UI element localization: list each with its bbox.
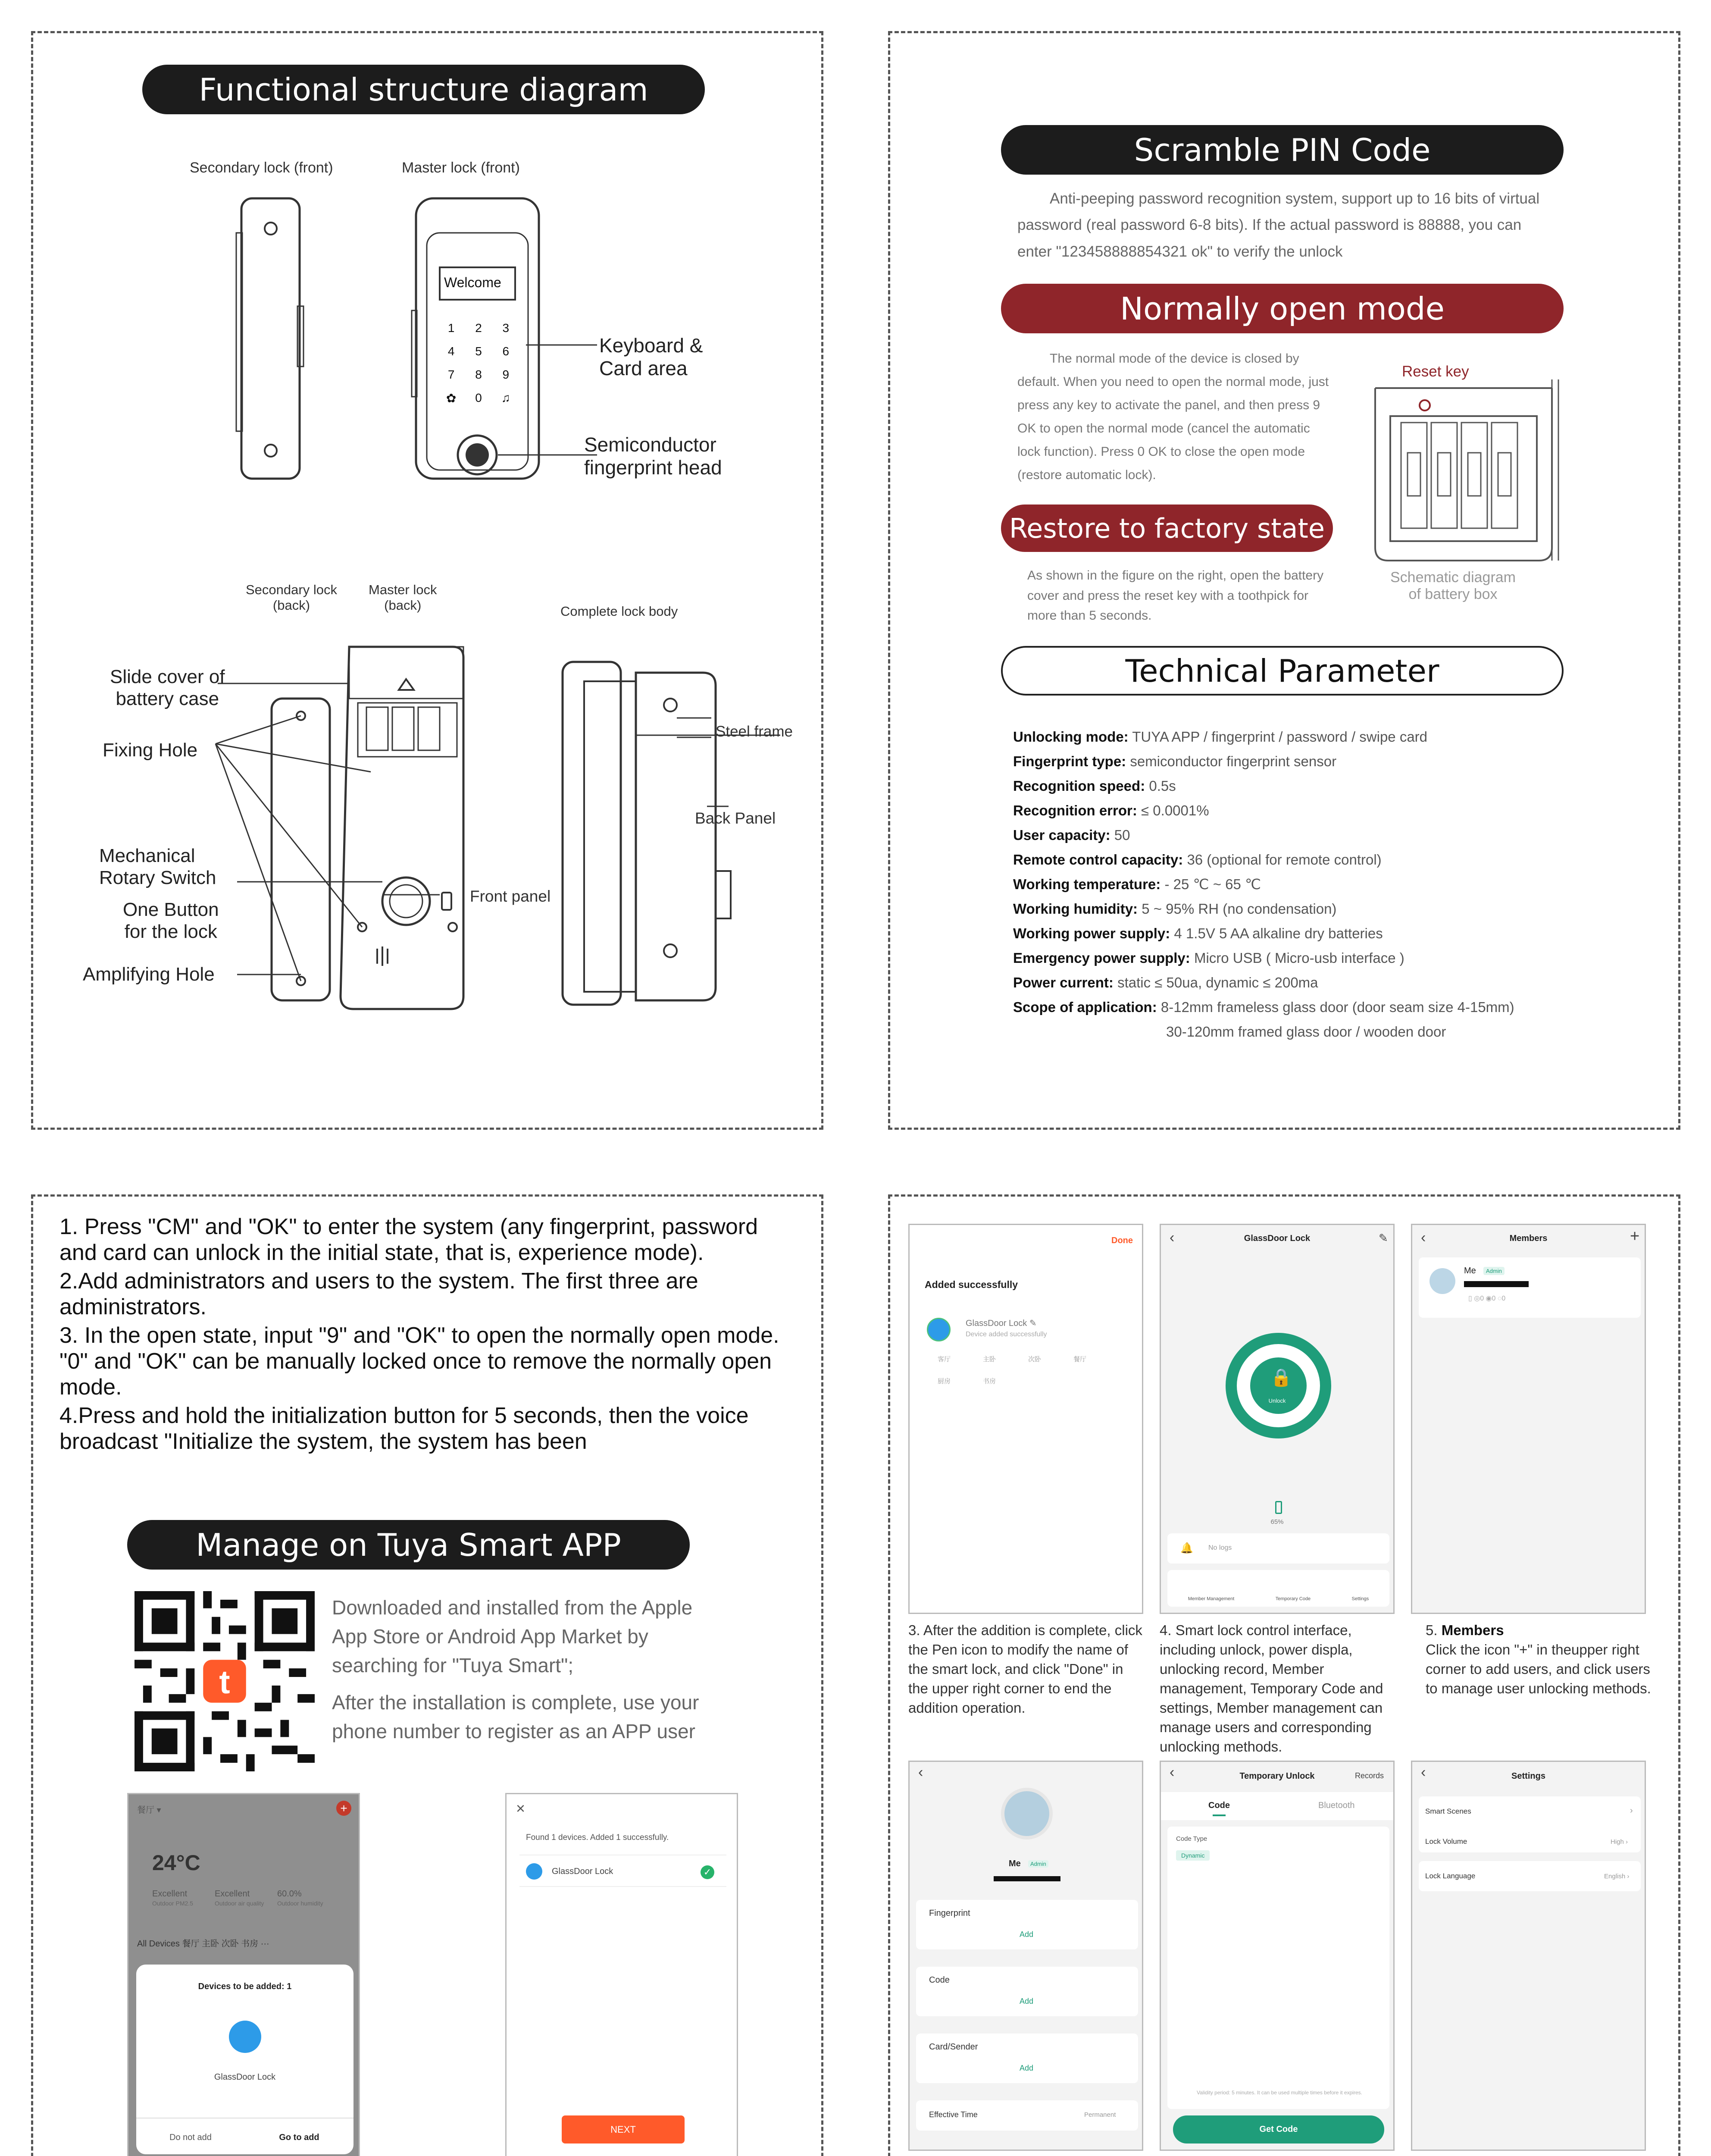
admin-badge: Admin [1483, 1267, 1505, 1275]
admin-badge: Admin [1028, 1860, 1048, 1868]
screenshot-8 [1411, 1761, 1646, 2151]
member-name: Me [1009, 1859, 1021, 1868]
param-row: User capacity: 50 [1013, 827, 1130, 843]
scramble-text: Anti-peeping password recognition system, support up to 16 bits of virtual password (real password 6-8 bits). If the actual password is 88888, you can enter "123458888854321 ok" to verify the unlock [1017, 190, 1540, 260]
fingerprint-label: Semiconductor fingerprint head [584, 433, 722, 479]
keyboard-label: Keyboard & Card area [599, 334, 703, 379]
lock-language-value: English › [1604, 1873, 1630, 1880]
front-lock-drawing [216, 185, 604, 513]
weather-3: 60.0% [277, 1889, 302, 1899]
screenshot-1 [127, 1793, 360, 2156]
add-dialog [136, 1965, 353, 2154]
secondary-back-label: Secondary lock (back) [246, 582, 337, 613]
normal-open-title: Normally open mode [1001, 284, 1564, 333]
temporary-code-tab[interactable]: Temporary Code [1275, 1596, 1311, 1601]
lock-language-row[interactable]: Lock Language [1425, 1872, 1476, 1880]
param-row: Emergency power supply: Micro USB ( Micro-usb interface ) [1013, 950, 1404, 966]
done-button[interactable]: Done [1111, 1236, 1133, 1245]
structure-title: Functional structure diagram [142, 65, 705, 114]
card-card[interactable] [916, 2034, 1138, 2083]
tech-title: Technical Parameter [1001, 646, 1564, 696]
secondary-front-label: Secondary lock (front) [190, 160, 333, 176]
screen-welcome: Welcome [444, 275, 501, 290]
member-management-tab[interactable]: Member Management [1188, 1596, 1235, 1601]
add-card-button[interactable]: Add [1020, 2064, 1034, 2072]
complete-label: Complete lock body [560, 604, 678, 619]
dialog-device-name: GlassDoor Lock [214, 2072, 276, 2082]
app-title: Manage on Tuya Smart APP [127, 1520, 690, 1570]
records-link[interactable]: Records [1355, 1771, 1384, 1780]
param-row: Remote control capacity: 36 (optional for remote control) [1013, 852, 1382, 868]
param-row: 30-120mm framed glass door / wooden door [1166, 1024, 1446, 1040]
weather-1: Excellent [152, 1889, 188, 1899]
step-2: 2.Add administrators and users to the system. The first three are administrators. [59, 1269, 698, 1319]
avatar [1429, 1268, 1455, 1294]
step-3: 3. In the open state, input "9" and "OK" to open the normally open mode. "0" and "OK" can be manually locked once to remove the normally open mode. [59, 1323, 779, 1400]
room-chip[interactable]: 主卧 [983, 1356, 996, 1363]
check-icon: ✓ [701, 1865, 714, 1879]
weather-3-sub: Outdoor humidity [277, 1900, 323, 1907]
screenshot-5 [1411, 1224, 1646, 1614]
add-code-button[interactable]: Add [1020, 1997, 1034, 2006]
redacted-bar [994, 1876, 1060, 1881]
redacted-bar [1464, 1281, 1529, 1287]
dynamic-chip[interactable]: Dynamic [1176, 1850, 1210, 1861]
param-row: Unlocking mode: TUYA APP / fingerprint / password / swipe card [1013, 729, 1428, 745]
lock-icon: 🔒 [1270, 1368, 1292, 1387]
front-panel-label: Front panel [470, 887, 551, 905]
key-3[interactable]: 3 [502, 321, 510, 335]
members-title: Members [1509, 1234, 1548, 1243]
lock-device-icon [927, 1318, 951, 1341]
back-icon[interactable]: ‹ [1421, 1764, 1426, 1780]
weather-2: Excellent [215, 1889, 250, 1899]
caption-3: 3. After the addition is complete, click the Pen icon to modify the name of the smart lock, and click "Done" in the upper right corner to end the addition operation. [908, 1622, 1142, 1716]
code-card[interactable] [916, 1967, 1138, 2016]
caption-5: 5. Members Click the icon "+" in theupper right corner to add users, and click users to manage user unlocking methods. [1426, 1622, 1651, 1696]
key-7[interactable]: 7 [447, 368, 455, 381]
schematic-label: Schematic diagram of battery box [1390, 569, 1516, 602]
tab-bar [1161, 1792, 1393, 1820]
reset-key-label: Reset key [1402, 363, 1469, 380]
device-row[interactable] [519, 1855, 726, 1887]
step-4: 4.Press and hold the initialization button for 5 seconds, then the voice broadcast "Initialize the system, the system has been [59, 1403, 749, 1454]
back-panel-label: Back Panel [695, 809, 776, 827]
key-6[interactable]: 6 [502, 345, 510, 358]
key-5[interactable]: 5 [475, 345, 482, 358]
get-code-button[interactable]: Get Code [1173, 2115, 1384, 2143]
factory-title: Restore to factory state [1001, 505, 1333, 552]
factory-text: As shown in the figure on the right, open the battery cover and press the reset key with a toothpick for more than 5 seconds. [1027, 568, 1324, 623]
bottom-menu [1167, 1570, 1389, 1607]
key-0[interactable]: 0 [475, 391, 482, 404]
do-not-add-button[interactable]: Do not add [169, 2133, 212, 2142]
room-tabs[interactable]: All Devices 餐厅 主卧 次卧 书房 ··· [137, 1939, 269, 1949]
param-row: Working power supply: 4 1.5V 5 AA alkaline dry batteries [1013, 925, 1383, 941]
code-item: Code [929, 1975, 950, 1985]
master-back-label: Master lock (back) [369, 582, 437, 613]
edit-icon[interactable]: ✎ [1379, 1232, 1388, 1244]
install-text: After the installation is complete, use your phone number to register as an APP user [332, 1691, 699, 1742]
settings-tab[interactable]: Settings [1351, 1596, 1369, 1601]
setup-steps [59, 1214, 792, 1457]
code-type-label: Code Type [1176, 1835, 1207, 1843]
normal-open-text: The normal mode of the device is closed by default. When you need to open the normal mode, just press any key to activate the panel, and then press 9 OK to open the normal mode (cancel the automatic lock function). Press 0 OK to close the open mode (restore automatic lock). [1017, 351, 1329, 482]
param-row: Working humidity: 5 ~ 95% RH (no condensation) [1013, 901, 1337, 917]
screenshot-3 [908, 1224, 1143, 1614]
back-icon[interactable]: ‹ [918, 1764, 923, 1780]
device-name[interactable]: GlassDoor Lock ✎ [966, 1319, 1037, 1328]
amplifying-hole-label: Amplifying Hole [83, 964, 215, 985]
caption-4: 4. Smart lock control interface, including unlock, power displa, unlocking record, Member management, Temporary Code and settings, Member management can manage users and corresponding unlocking methods. [1160, 1622, 1383, 1755]
gear-icon[interactable]: ✿ [446, 392, 457, 405]
device-sub: Device added successfully [966, 1331, 1047, 1338]
rotary-switch-label: Mechanical Rotary Switch [99, 845, 216, 888]
key-9[interactable]: 9 [502, 368, 510, 381]
temperature: 24°C [152, 1851, 200, 1875]
lock-volume-value: High › [1611, 1838, 1628, 1846]
master-front-label: Master lock (front) [402, 160, 520, 176]
tab-underline [1213, 1814, 1226, 1816]
lock-title: GlassDoor Lock [1244, 1234, 1311, 1243]
add-fingerprint-button[interactable]: Add [1020, 1930, 1034, 1939]
back-icon[interactable]: ‹ [1170, 1764, 1175, 1780]
effective-time-value: Permanent [1084, 2111, 1116, 2118]
battery-icon [1275, 1501, 1282, 1514]
member-name: Me [1464, 1266, 1476, 1275]
temp-unlock-title: Temporary Unlock [1239, 1771, 1315, 1781]
key-4[interactable]: 4 [447, 345, 455, 358]
param-row: Fingerprint type: semiconductor fingerprint sensor [1013, 753, 1337, 769]
room-chip[interactable]: 厨房 [938, 1378, 951, 1385]
effective-time-label: Effective Time [929, 2110, 978, 2119]
screenshot-4 [1160, 1224, 1395, 1614]
go-to-add-button[interactable]: Go to add [279, 2133, 319, 2142]
steel-frame-label: Steel frame [716, 723, 793, 740]
param-row: Recognition error: ≤ 0.0001% [1013, 802, 1209, 818]
bell-icon: 🔔 [1180, 1542, 1193, 1554]
validity-note: Validity period: 5 minutes. It can be used multiple times before it expires. [1197, 2090, 1362, 2096]
param-row: Recognition speed: 0.5s [1013, 778, 1176, 794]
step-1: 1. Press "CM" and "OK" to enter the system (any fingerprint, password and card can unlock in the initial state, that is, experience mode). [59, 1214, 758, 1265]
card-sender-item: Card/Sender [929, 2042, 978, 2052]
smart-scenes-chevron: › [1630, 1806, 1633, 1815]
logs-row[interactable] [1167, 1533, 1389, 1564]
key-8[interactable]: 8 [475, 368, 482, 381]
device-name: GlassDoor Lock [552, 1867, 613, 1876]
screenshot-7 [1160, 1761, 1395, 2151]
lock-device-icon [526, 1863, 542, 1880]
fingerprint-card[interactable] [916, 1900, 1138, 1949]
weather-1-sub: Outdoor PM2.5 [152, 1900, 193, 1907]
param-row: Scope of application: 8-12mm frameless glass door (door seam size 4-15mm) [1013, 999, 1514, 1015]
found-text: Found 1 devices. Added 1 successfully. [526, 1833, 669, 1842]
slide-cover-label: Slide cover of battery case [110, 666, 225, 709]
key-2[interactable]: 2 [475, 321, 482, 335]
screenshot-2 [505, 1793, 738, 2156]
bell-icon[interactable]: ♫ [501, 391, 510, 404]
add-member-icon[interactable]: + [1630, 1227, 1640, 1245]
scramble-title: Scramble PIN Code [1001, 125, 1564, 175]
lock-device-icon [229, 2021, 261, 2053]
close-icon[interactable]: × [516, 1799, 525, 1817]
keypad [438, 321, 519, 405]
tab-code[interactable]: Code [1208, 1801, 1230, 1810]
added-title: Added successfully [925, 1279, 1018, 1290]
param-row: Power current: static ≤ 50ua, dynamic ≤ 200ma [1013, 975, 1318, 990]
members-heading: Members [1441, 1622, 1504, 1638]
qr-code[interactable] [135, 1591, 315, 1771]
avatar [1001, 1788, 1053, 1839]
tech-params [1013, 724, 1573, 1044]
param-row: Working temperature: - 25 ℃ ~ 65 ℃ [1013, 876, 1261, 892]
room-chip[interactable]: 餐厅 [1073, 1356, 1087, 1363]
devices-to-add: Devices to be added: 1 [198, 1982, 292, 1991]
unlock-methods-icons: ▯ ◎0 ◉0 ◌0 [1468, 1295, 1506, 1302]
fixing-hole-label: Fixing Hole [103, 740, 198, 761]
weather-2-sub: Outdoor air quality [215, 1900, 264, 1907]
back-icon[interactable]: ‹ [1170, 1229, 1175, 1246]
screenshot-6 [908, 1761, 1143, 2151]
tab-bluetooth[interactable]: Bluetooth [1318, 1801, 1355, 1810]
settings-title: Settings [1511, 1771, 1545, 1781]
download-text: Downloaded and installed from the Apple App Store or Android App Market by searching for "Tuya Smart"; [332, 1596, 693, 1677]
one-button-label: One Button for the lock [123, 899, 219, 942]
add-icon[interactable]: + [336, 1801, 351, 1816]
room-grid [938, 1354, 1119, 1385]
fingerprint-item: Fingerprint [929, 1908, 970, 1918]
back-icon[interactable]: ‹ [1421, 1229, 1426, 1246]
room-chip[interactable]: 客厅 [938, 1356, 951, 1363]
unlock-label: Unlock [1268, 1398, 1286, 1404]
code-type-panel [1167, 1827, 1389, 2109]
smart-scenes-row[interactable]: Smart Scenes [1425, 1807, 1471, 1815]
battery-level: 65% [1270, 1518, 1284, 1526]
lock-volume-row[interactable]: Lock Volume [1425, 1837, 1467, 1846]
battery-box-diagram [1367, 379, 1565, 573]
room-chip[interactable]: 次卧 [1028, 1356, 1042, 1363]
next-button[interactable]: NEXT [562, 2115, 685, 2143]
room-chip[interactable]: 书房 [983, 1378, 996, 1385]
svg-text:t: t [219, 1664, 230, 1701]
home-selector[interactable]: 餐厅 ▾ [137, 1805, 161, 1815]
key-1[interactable]: 1 [447, 321, 455, 335]
no-logs: No logs [1208, 1544, 1232, 1551]
